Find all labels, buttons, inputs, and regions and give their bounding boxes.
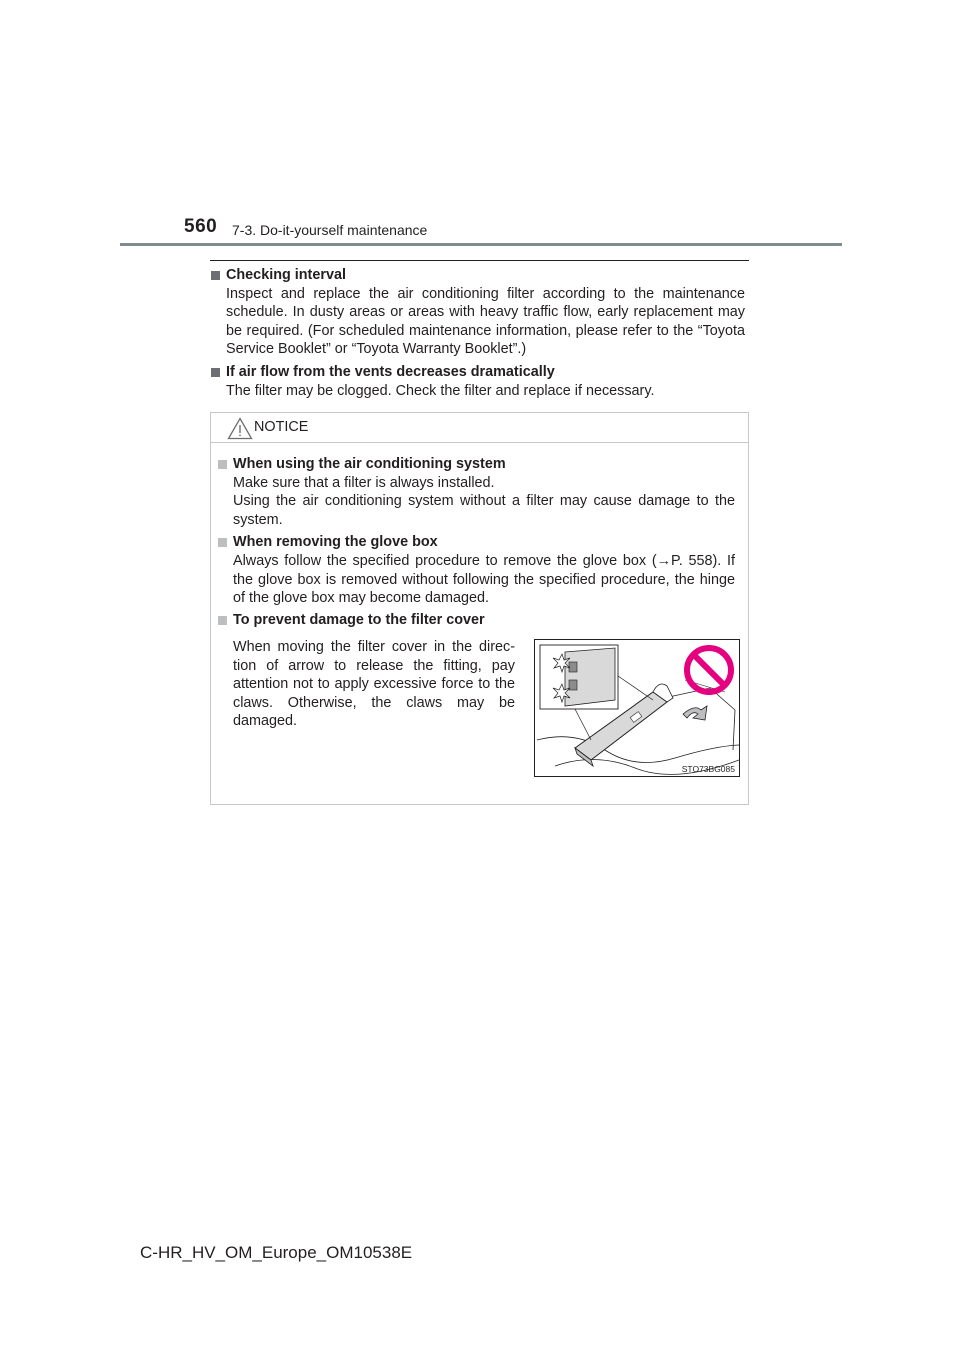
square-bullet-icon xyxy=(218,460,227,469)
notice-item-body: When moving the filter cover in the direc-tion of arrow to release the fitting, pay attention not to apply excessive force to the claws. Otherwise, the claws may be damaged. xyxy=(233,639,515,730)
notice-item xyxy=(217,533,740,607)
list-item xyxy=(210,363,750,400)
list-item xyxy=(210,266,750,359)
square-bullet-icon xyxy=(218,616,227,625)
notice-item-body: Always follow the specified procedure to remove the glove box (→P. 558). If the glove box is removed without following the specified procedure, the hinge of the glove box may become damaged. xyxy=(233,553,735,607)
notice-header xyxy=(211,413,748,443)
notice-label: NOTICE xyxy=(254,419,309,435)
figure-code: STO73BG085 xyxy=(681,764,735,775)
notice-box xyxy=(210,412,749,805)
notice-body xyxy=(211,443,748,777)
notice-item-title: When removing the glove box xyxy=(233,534,438,551)
item-body: Inspect and replace the air conditioning filter according to the maintenance schedule. In dusty areas or areas with heavy traffic flow, early replacement may be required. (For scheduled maintenance information, please refer to the “Toyota Service Booklet” or “Toyota Warranty Booklet”.) xyxy=(226,286,745,358)
notice-item-title: When using the air conditioning system xyxy=(233,456,506,472)
notice-item-title: To prevent damage to the filter cover xyxy=(233,612,485,629)
square-bullet-icon xyxy=(218,538,227,547)
notice-item xyxy=(217,611,740,777)
square-bullet-icon xyxy=(211,271,220,280)
notice-item-body: Make sure that a filter is always installed. xyxy=(233,475,495,491)
main-content xyxy=(210,266,750,404)
filter-cover-illustration xyxy=(534,639,740,777)
square-bullet-icon xyxy=(211,368,220,377)
footer-doc-id: C-HR_HV_OM_Europe_OM10538E xyxy=(140,1243,413,1262)
header-rule xyxy=(120,243,842,246)
item-body: The filter may be clogged. Check the filter and replace if necessary. xyxy=(226,382,655,399)
warning-triangle-icon xyxy=(227,417,253,440)
item-title: Checking interval xyxy=(226,267,346,283)
item-title: If air flow from the vents decreases dramatically xyxy=(226,363,555,380)
section-title: 7-3. Do-it-yourself maintenance xyxy=(232,222,428,238)
page-number: 560 xyxy=(184,216,218,237)
section-divider xyxy=(210,260,749,261)
notice-item xyxy=(217,455,740,529)
filter-cover-drawing xyxy=(535,640,739,776)
notice-item-body: Using the air conditioning system without a filter may cause damage to the system. xyxy=(233,493,735,528)
